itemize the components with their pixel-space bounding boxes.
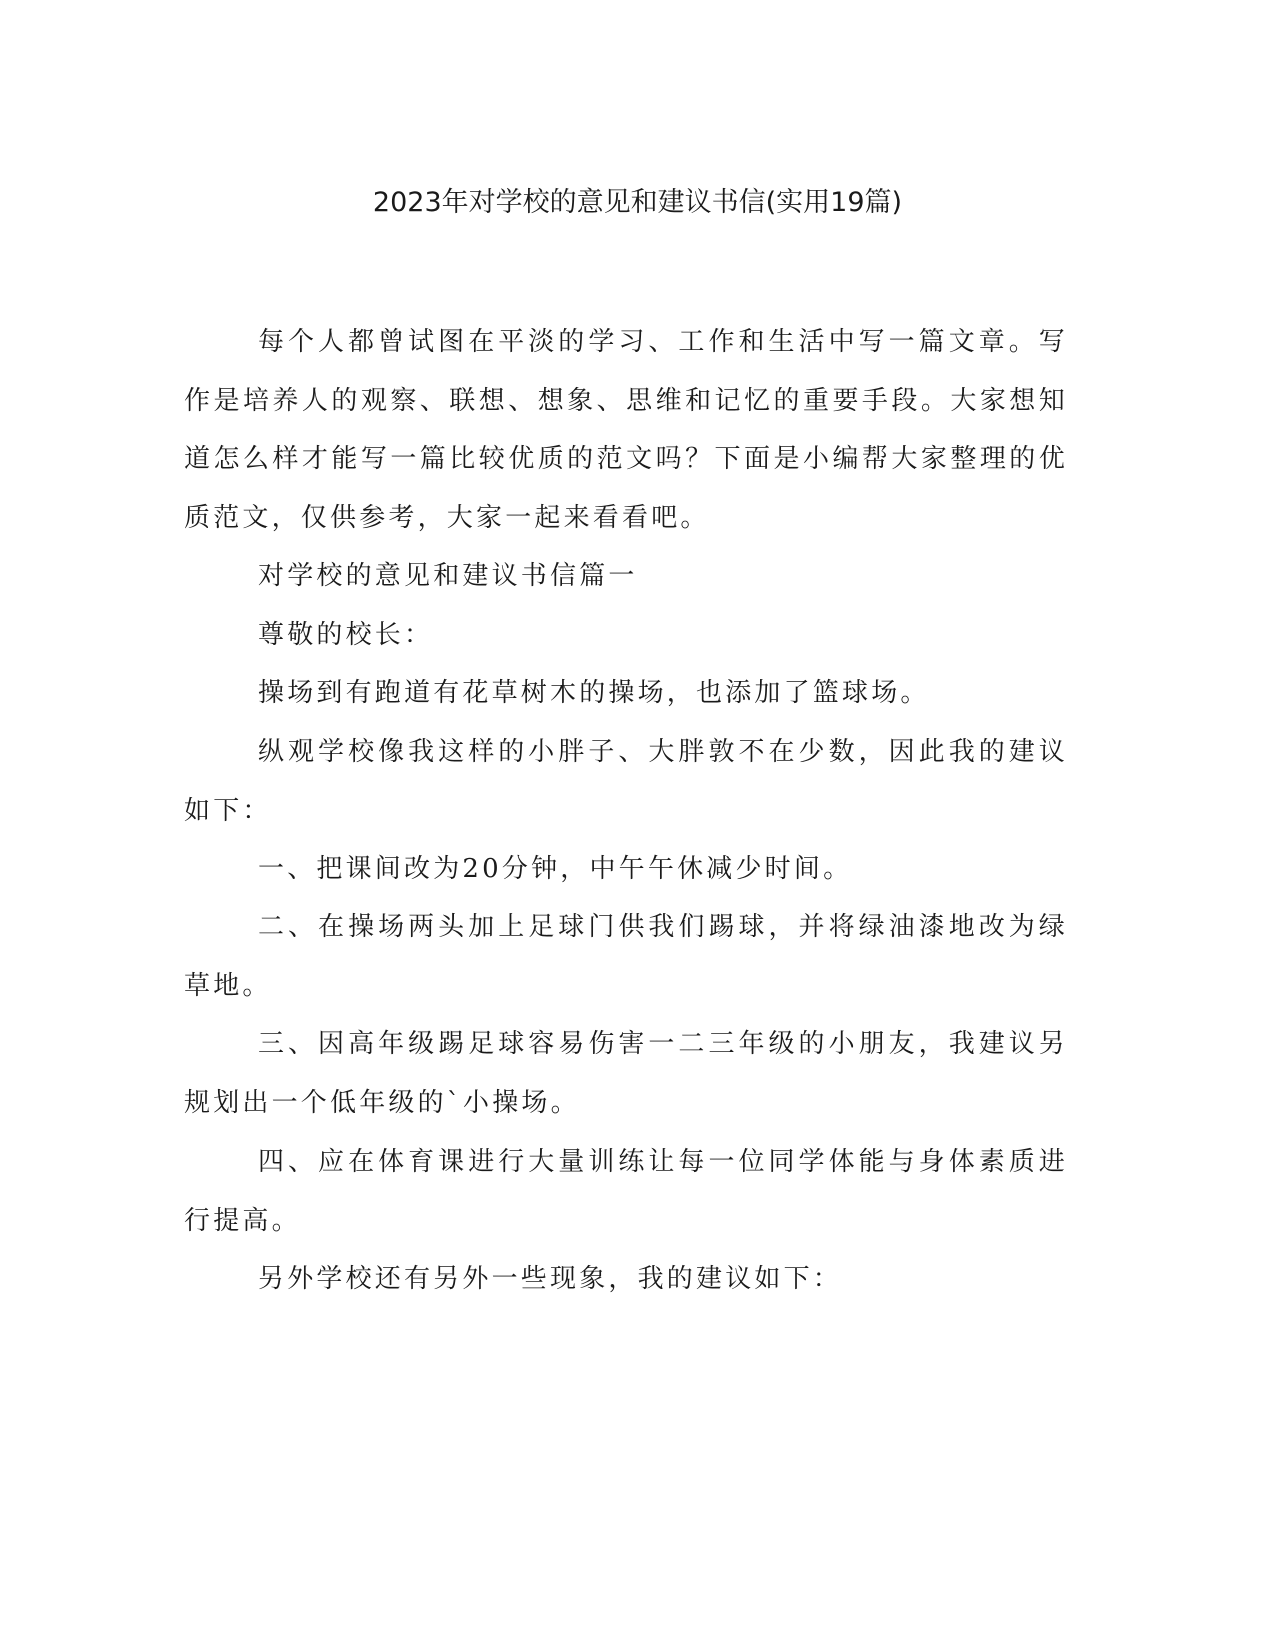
suggestion-item: 三、因高年级踢足球容易伤害一二三年级的小朋友，我建议另规划出一个低年级的`小操场。: [184, 1029, 1068, 1118]
suggestion-item: 一、把课间改为20分钟，中午午休减少时间。: [258, 854, 853, 884]
body-paragraph: 另外学校还有另外一些现象，我的建议如下：: [258, 1264, 843, 1294]
document-title: 2023年对学校的意见和建议书信(实用19篇): [372, 187, 903, 218]
suggestion-item: 二、在操场两头加上足球门供我们踢球，并将绿油漆地改为绿草地。: [184, 912, 1068, 1001]
body-paragraph: 操场到有跑道有花草树木的操场，也添加了篮球场。: [258, 678, 930, 708]
intro-paragraph: 每个人都曾试图在平淡的学习、工作和生活中写一篇文章。写作是培养人的观察、联想、想象、思维和记忆的重要手段。大家想知道怎么样才能写一篇比较优质的范文吗？下面是小编帮大家整理的优质范文，仅供参考，大家一起来看看吧。: [184, 327, 1068, 533]
body-paragraph: 纵观学校像我这样的小胖子、大胖敦不在少数，因此我的建议如下：: [184, 737, 1068, 826]
suggestion-item: 四、应在体育课进行大量训练让每一位同学体能与身体素质进行提高。: [184, 1147, 1068, 1236]
section-heading: 对学校的意见和建议书信篇一: [258, 561, 638, 591]
salutation: 尊敬的校长：: [258, 620, 434, 650]
